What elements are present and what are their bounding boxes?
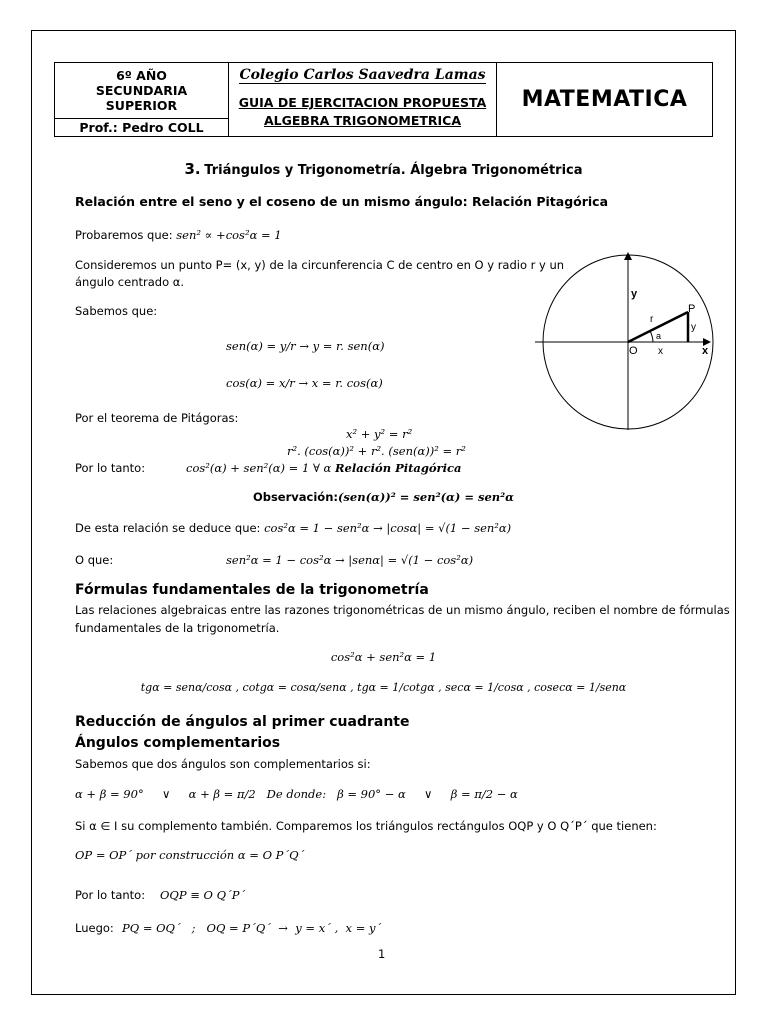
pitagoras-eq1: x² + y² = r² — [346, 427, 413, 441]
section-title: 3. Triángulos y Trigonometría. Álgebra Trigonométrica — [184, 160, 583, 178]
deduce-line: De esta relación se deduce que: cos²α = 1 − sen²α → |cosα| = √(1 − sen²α) — [75, 521, 512, 535]
probaremos-line: Probaremos que: sen² ∝ +cos²α = 1 — [75, 228, 282, 242]
y-axis-arrow — [624, 252, 632, 260]
oque-eq: sen²α = 1 − cos²α → |senα| = √(1 − cos²α) — [226, 553, 474, 567]
unit-circle-figure — [535, 250, 725, 430]
triangles-congruent: OQP ≡ O Q´P´ — [160, 888, 246, 902]
angle-arc — [650, 331, 653, 342]
origin-label: O — [629, 345, 638, 357]
header-level2: SUPERIOR — [105, 98, 178, 113]
school-name: Colegio Carlos Saavedra Lamas — [239, 67, 486, 83]
heading-reduccion: Reducción de ángulos al primer cuadrante — [75, 714, 410, 730]
eq-sen: sen(α) = y/r → y = r. sen(α) — [226, 339, 385, 353]
point-label: P — [688, 303, 696, 315]
heading-complementarios: Ángulos complementarios — [75, 735, 281, 751]
header-table — [54, 62, 713, 137]
op-line: OP = OP´ por construcción α = O P´Q´ — [75, 848, 305, 862]
fundamental-eq: cos²α + sen²α = 1 — [330, 650, 437, 664]
fundamental-list: tgα = senα/cosα , cotgα = cosα/senα , tgα = 1/cotgα , secα = 1/cosα , cosecα = 1/senα — [140, 681, 627, 694]
luego-label: Luego: — [75, 921, 114, 935]
header-level1: SECUNDARIA — [95, 83, 188, 98]
header-year: 6º AÑO — [116, 68, 167, 83]
heading-relacion: Relación entre el seno y el coseno de un mismo ángulo: Relación Pitagórica — [75, 194, 609, 209]
pitagoras-eq2: r². (cos(α))² + r². (sen(α))² = r² — [287, 444, 466, 458]
angle-label: a — [656, 331, 662, 341]
subject-title: MATEMATICA — [521, 87, 688, 112]
si-alfa-line: Si α ∈ I su complemento también. Comparemos los triángulos rectángulos OQP y O Q´P´ que tienen: — [75, 819, 657, 833]
heading-formulas: Fórmulas fundamentales de la trigonometría — [75, 582, 429, 598]
x-axis-label: x — [702, 345, 709, 357]
complementarios-label: Sabemos que dos ángulos son complementarios si: — [75, 757, 371, 771]
radius-label: r — [650, 314, 654, 325]
guide-title: GUIA DE EJERCITACION PROPUESTA — [238, 95, 487, 110]
relaciones-line2: fundamentales de la trigonometría. — [75, 621, 280, 635]
observacion-line: Observación:(sen(α))² = sen²(α) = sen²α — [252, 490, 515, 504]
complementarios-eq: α + β = 90° ∨ α + β = π/2 De donde: β = 90° − α ∨ β = π/2 − α — [75, 787, 518, 801]
eq-cos: cos(α) = x/r → x = r. cos(α) — [226, 376, 383, 390]
y-axis-label: y — [631, 288, 638, 300]
oque-label: O que: — [75, 553, 114, 567]
por-lo-tanto2-label: Por lo tanto: — [75, 888, 146, 902]
y-segment-label: y — [691, 322, 696, 333]
pitagoras-label: Por el teorema de Pitágoras: — [75, 411, 239, 425]
header-left-cell — [55, 63, 229, 136]
relaciones-line1: Las relaciones algebraicas entre las razones trigonométricas de un mismo ángulo, reciben el nombre de fórmulas — [75, 603, 730, 617]
header-prof: Prof.: Pedro COLL — [79, 120, 204, 135]
header-level — [55, 63, 228, 119]
consideremos-line2: ángulo centrado α. — [75, 275, 185, 289]
sabemos-label: Sabemos que: — [75, 304, 158, 318]
luego-eq: PQ = OQ´ ; OQ = P´Q´ → y = x´ , x = y´ — [122, 921, 382, 935]
consideremos-line1: Consideremos un punto P= (x, y) de la circunferencia C de centro en O y radio r y un — [75, 258, 565, 272]
page-number: 1 — [378, 947, 386, 961]
guide-topic: ALGEBRA TRIGONOMETRICA — [263, 113, 462, 128]
por-lo-tanto-label: Por lo tanto: — [75, 461, 146, 475]
relacion-pitagorica-eq: cos²(α) + sen²(α) = 1 ∀ α Relación Pitagórica — [186, 461, 462, 475]
header-center-cell — [229, 63, 497, 136]
x-segment-label: x — [658, 346, 663, 357]
